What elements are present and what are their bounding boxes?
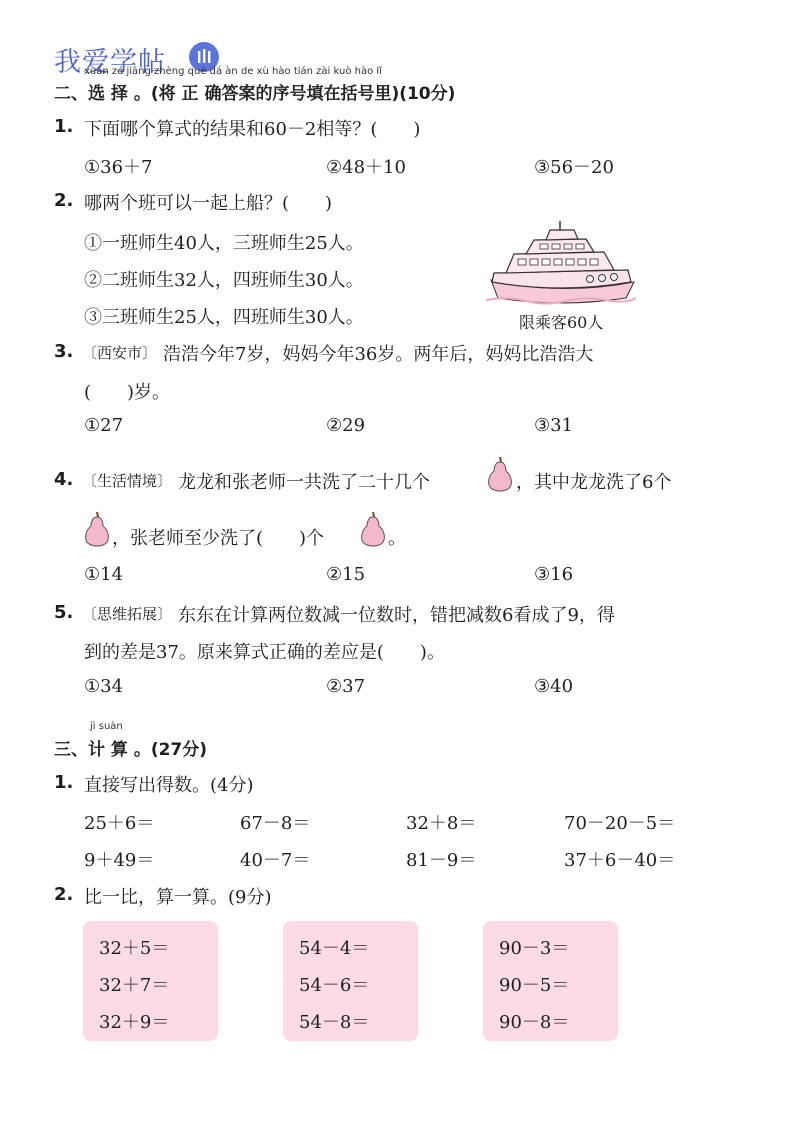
q2-option-1: ①一班师生40人，三班师生25人。 <box>84 233 364 254</box>
q1-option-3: ③56－20 <box>534 157 614 178</box>
q5-tag: 〔思维拓展〕 <box>82 605 173 623</box>
compare-item: 90－8＝ <box>499 1012 570 1033</box>
q3-tag: 〔西安市〕 <box>82 344 158 362</box>
compare-box <box>83 921 218 1041</box>
compare-item: 54－6＝ <box>299 975 370 996</box>
pear-icon <box>359 510 387 554</box>
q4-text-part4: 。 <box>388 528 406 549</box>
compare-item: 32＋9＝ <box>99 1012 170 1033</box>
q3-option-1: ①27 <box>84 415 124 436</box>
q5-text-line1: 东东在计算两位数减一位数时，错把减数6看成了9，得 <box>178 605 615 626</box>
q1-option-1: ①36＋7 <box>84 157 153 178</box>
s3-q2-number: 2. <box>54 884 74 905</box>
compare-item: 54－4＝ <box>299 938 370 959</box>
section2-pinyin: xuǎn zé jiāng zhèng què dá àn de xù hào tián zài kuò hào lǐ <box>84 66 382 77</box>
q4-option-3: ③16 <box>534 564 574 585</box>
calc-item: 32＋8＝ <box>406 813 477 834</box>
calc-item: 81－9＝ <box>406 850 477 871</box>
q4-text-part2: ，其中龙龙洗了6个 <box>516 472 672 493</box>
compare-box <box>283 921 418 1041</box>
compare-item: 90－3＝ <box>499 938 570 959</box>
q3-text-line1: 浩浩今年7岁，妈妈今年36岁。两年后，妈妈比浩浩大 <box>163 344 594 365</box>
pear-icon <box>83 510 111 554</box>
q4-number: 4. <box>54 469 74 490</box>
calc-item: 67－8＝ <box>240 813 311 834</box>
q2-option-3: ③三班师生25人，四班师生30人。 <box>84 307 364 328</box>
logo: 我爱学帖 <box>54 47 166 78</box>
q4-text-part1: 龙龙和张老师一共洗了二十几个 <box>178 472 430 493</box>
q3-option-3: ③31 <box>534 415 574 436</box>
calc-item: 37＋6－40＝ <box>564 850 676 871</box>
compare-item: 32＋7＝ <box>99 975 170 996</box>
q3-text-line2: ( )岁。 <box>84 382 171 403</box>
q4-tag: 〔生活情境〕 <box>82 472 173 490</box>
boat-caption: 限乘客60人 <box>519 313 604 332</box>
q1-text: 下面哪个算式的结果和60－2相等？( ) <box>84 119 421 140</box>
q4-text-part3: ，张老师至少洗了( )个 <box>112 528 325 549</box>
q5-option-1: ①34 <box>84 676 124 697</box>
q3-option-2: ②29 <box>326 415 366 436</box>
compare-item: 32＋5＝ <box>99 938 170 959</box>
calc-item: 9＋49＝ <box>84 850 155 871</box>
s3-q1-text: 直接写出得数。(4分) <box>84 775 254 796</box>
compare-item: 90－5＝ <box>499 975 570 996</box>
s3-q1-number: 1. <box>54 772 74 793</box>
q5-number: 5. <box>54 602 74 623</box>
s3-q2-text: 比一比，算一算。(9分) <box>84 887 272 908</box>
pear-icon <box>486 455 514 499</box>
calc-item: 25＋6＝ <box>84 813 155 834</box>
q2-option-2: ②二班师生32人，四班师生30人。 <box>84 270 364 291</box>
section2-title: 二、选 择 。(将 正 确答案的序号填在括号里)(10分) <box>54 84 456 104</box>
q4-option-1: ①14 <box>84 564 124 585</box>
section3-pinyin: jì suàn <box>90 721 123 732</box>
q5-text-line2: 到的差是37。原来算式正确的差应是( )。 <box>84 642 445 663</box>
q3-number: 3. <box>54 341 74 362</box>
q5-option-3: ③40 <box>534 676 574 697</box>
q1-number: 1. <box>54 116 74 137</box>
calc-item: 70－20－5＝ <box>564 813 676 834</box>
q5-option-2: ②37 <box>326 676 366 697</box>
compare-box <box>483 921 618 1041</box>
boat-image <box>486 218 636 308</box>
q2-text: 哪两个班可以一起上船？( ) <box>84 193 333 214</box>
compare-item: 54－8＝ <box>299 1012 370 1033</box>
q1-option-2: ②48＋10 <box>326 157 406 178</box>
section3-title: 三、计 算 。(27分) <box>54 740 208 760</box>
q4-option-2: ②15 <box>326 564 366 585</box>
calc-item: 40－7＝ <box>240 850 311 871</box>
q2-number: 2. <box>54 190 74 211</box>
